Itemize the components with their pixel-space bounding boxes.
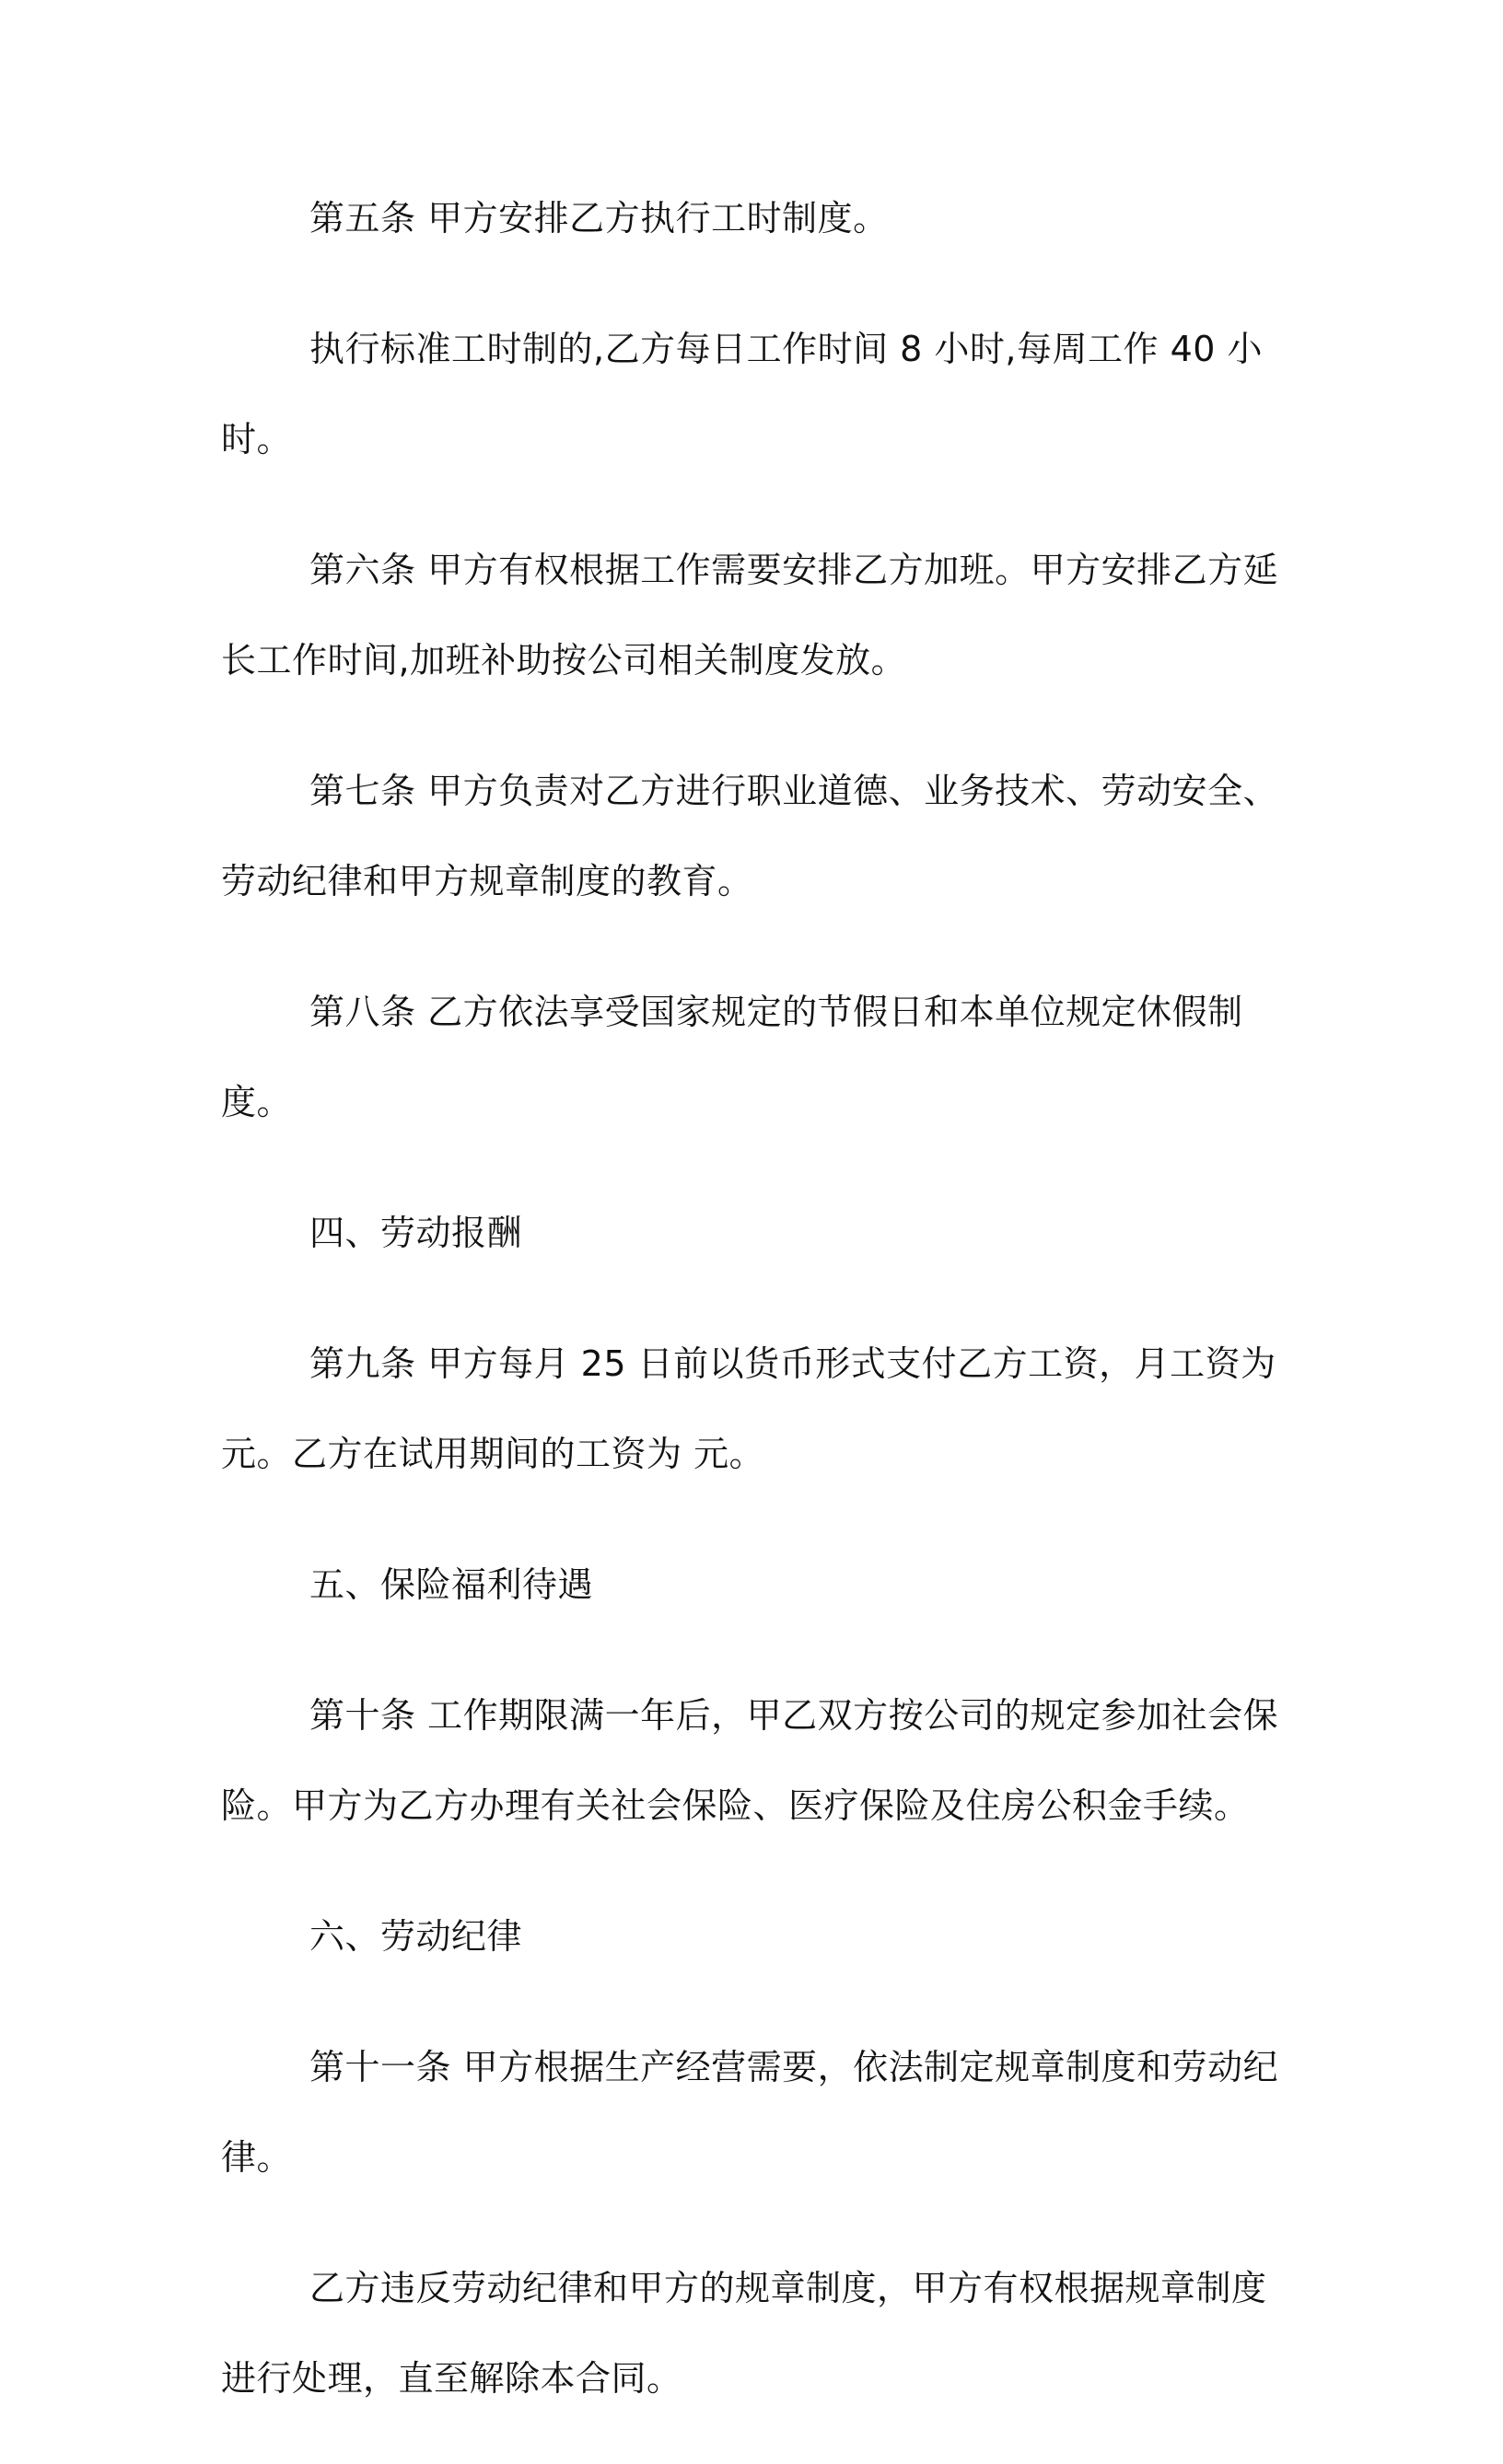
section-heading-remuneration: 四、劳动报酬	[309, 1213, 523, 1253]
article-9: 第九条 甲方每月 25 日前以货币形式支付乙方工资，月工资为 元。乙方在试用期间的工资为 元。	[221, 1343, 1276, 1474]
article-7: 第七条 甲方负责对乙方进行职业道德、业务技术、劳动安全、劳动纪律和甲方规章制度的教育。	[221, 771, 1279, 901]
article-10: 第十条 工作期限满一年后，甲乙双方按公司的规定参加社会保险。甲方为乙方办理有关社会保险、医疗保险及住房公积金手续。	[221, 1695, 1279, 1826]
standard-hours-paragraph: 执行标准工时制的,乙方每日工作时间 8 小时,每周工作 40 小时。	[221, 329, 1264, 459]
section-heading-labor-discipline: 六、劳动纪律	[309, 1916, 523, 1957]
discipline-violation-paragraph: 乙方违反劳动纪律和甲方的规章制度，甲方有权根据规章制度进行处理，直至解除本合同。	[221, 2268, 1267, 2399]
article-6: 第六条 甲方有权根据工作需要安排乙方加班。甲方安排乙方延长工作时间,加班补助按公司相关制度发放。	[221, 550, 1279, 680]
article-5: 第五条 甲方安排乙方执行工时制度。	[309, 198, 889, 238]
section-heading-insurance-welfare: 五、保险福利待遇	[309, 1564, 594, 1605]
document-body	[221, 173, 1289, 2464]
article-8: 第八条 乙方依法享受国家规定的节假日和本单位规定休假制度。	[221, 992, 1243, 1122]
article-11: 第十一条 甲方根据生产经营需要，依法制定规章制度和劳动纪律。	[221, 2047, 1279, 2178]
